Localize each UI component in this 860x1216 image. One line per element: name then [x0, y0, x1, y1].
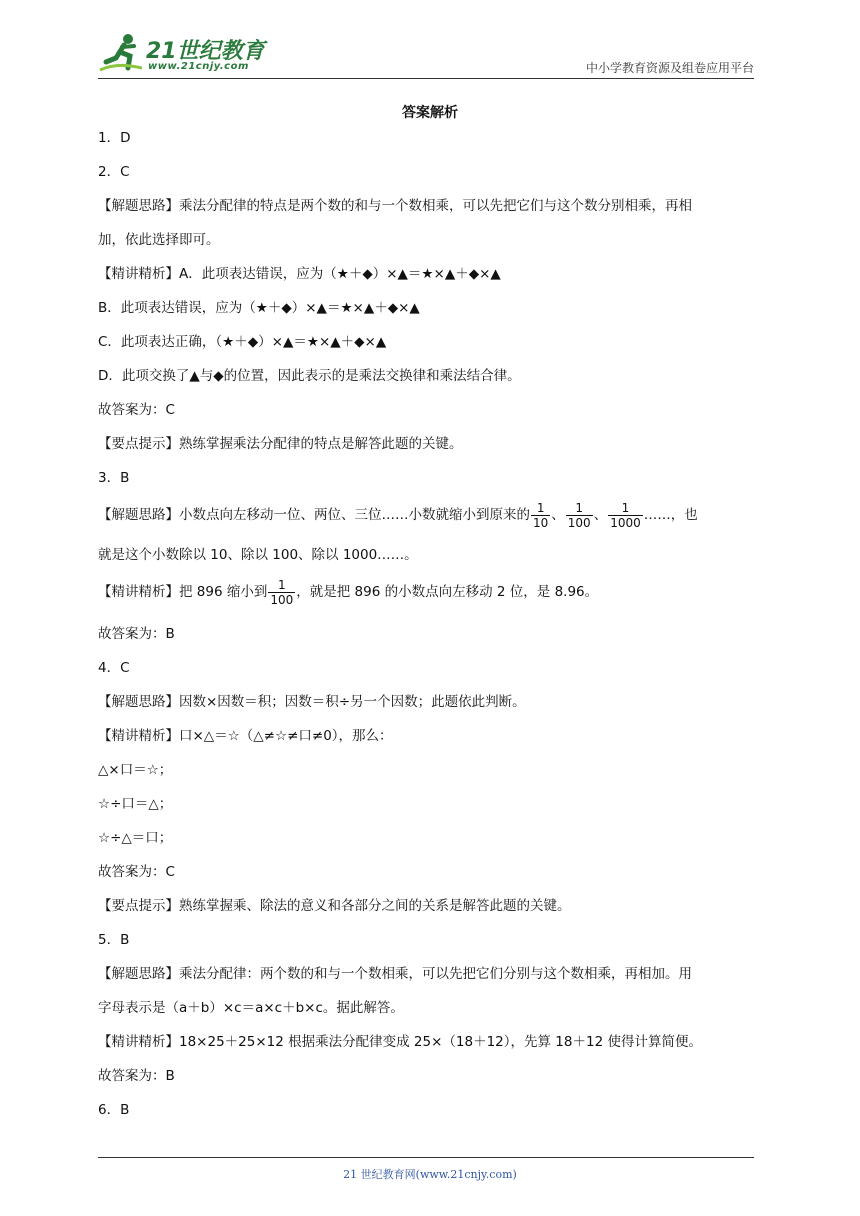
fraction: [531, 501, 550, 530]
logo-url: www.21cnjy.com: [148, 61, 249, 72]
denominator: 1000: [610, 515, 641, 530]
platform-name: 中小学教育资源及组卷应用平台: [585, 61, 754, 75]
option-d: D．此项交换了▲与◆的位置，因此表示的是乘法交换律和乘法结合律。: [98, 368, 521, 384]
denominator: 10: [533, 515, 549, 530]
fraction: [268, 578, 295, 607]
logo: [98, 32, 268, 78]
solution-idea-5: 【解题思路】乘法分配律：两个数的和与一个数相乘，可以先把它们分别与这个数相乘，再相加。用: [98, 966, 692, 982]
solution-idea-3-cont: 就是这个小数除以 10、除以 100、除以 1000……。: [98, 547, 418, 563]
text-segment: 【解题思路】小数点向左移动一位、两位、三位……小数就缩小到原来的: [98, 507, 530, 523]
denominator: 100: [270, 592, 294, 607]
numerator: 1: [536, 500, 545, 515]
footer-link[interactable]: 21 世纪教育网(www.21cnjy.com): [343, 1168, 517, 1181]
equation-1: △×口＝☆；: [98, 762, 173, 778]
text-segment: 【精讲精析】把 896 缩小到: [98, 584, 268, 600]
answer-6: 6．B: [98, 1102, 130, 1118]
numerator: 1: [575, 500, 584, 515]
final-answer-5: 故答案为：B: [98, 1068, 175, 1084]
equation-3: ☆÷△＝口；: [98, 830, 173, 846]
solution-idea-cont: 加，依此选择即可。: [98, 232, 220, 248]
solution-idea: 【解题思路】乘法分配律的特点是两个数的和与一个数相乘，可以先把它们与这个数分别相乘，再相: [98, 198, 692, 214]
option-b: B．此项表达错误，应为（★＋◆）×▲＝★×▲＋◆×▲: [98, 300, 420, 316]
footer-divider: [98, 1157, 754, 1158]
solution-idea-4: 【解题思路】因数×因数＝积；因数＝积÷另一个因数；此题依此判断。: [98, 694, 526, 710]
numerator: 1: [277, 577, 286, 592]
header-divider: [98, 78, 754, 79]
detailed-analysis: 【精讲精析】A．此项表达错误，应为（★＋◆）×▲＝★×▲＋◆×▲: [98, 266, 501, 282]
answer-5: 5．B: [98, 932, 130, 948]
separator: 、: [551, 507, 565, 523]
option-c: C．此项表达正确，（★＋◆）×▲＝★×▲＋◆×▲: [98, 334, 387, 350]
final-answer-3: 故答案为：B: [98, 626, 175, 642]
detailed-analysis-3: [98, 577, 762, 607]
final-answer-4: 故答案为：C: [98, 864, 175, 880]
separator: 、: [593, 507, 608, 523]
answer-3: 3．B: [98, 470, 130, 486]
text-segment: ……，也: [643, 507, 698, 523]
page-title: 答案解析: [402, 105, 458, 121]
numerator: 1: [621, 500, 630, 515]
answer-4: 4．C: [98, 660, 130, 676]
solution-idea-3: [98, 500, 762, 530]
fraction: [608, 501, 643, 530]
key-point-4: 【要点提示】熟练掌握乘、除法的意义和各部分之间的关系是解答此题的关键。: [98, 898, 571, 914]
detailed-analysis-4: 【精讲精析】口×△＝☆（△≠☆≠口≠0），那么：: [98, 728, 393, 744]
runner-logo-icon: [98, 32, 146, 74]
key-point: 【要点提示】熟练掌握乘法分配律的特点是解答此题的关键。: [98, 436, 463, 452]
logo-name: 21世纪教育: [146, 39, 265, 64]
denominator: 100: [567, 515, 591, 530]
answer-2: 2．C: [98, 164, 130, 180]
fraction: [566, 501, 593, 530]
answer-1: 1．D: [98, 130, 131, 146]
detailed-analysis-5: 【精讲精析】18×25＋25×12 根据乘法分配律变成 25×（18＋12），先算 18＋12 使得计算简便。: [98, 1034, 702, 1050]
equation-2: ☆÷口＝△；: [98, 796, 173, 812]
page-header: [98, 28, 754, 78]
text-segment: ，就是把 896 的小数点向左移动 2 位，是 8.96。: [296, 584, 599, 600]
solution-idea-5-cont: 字母表示是（a＋b）×c＝a×c＋b×c。据此解答。: [98, 1000, 404, 1016]
final-answer: 故答案为：C: [98, 402, 175, 418]
